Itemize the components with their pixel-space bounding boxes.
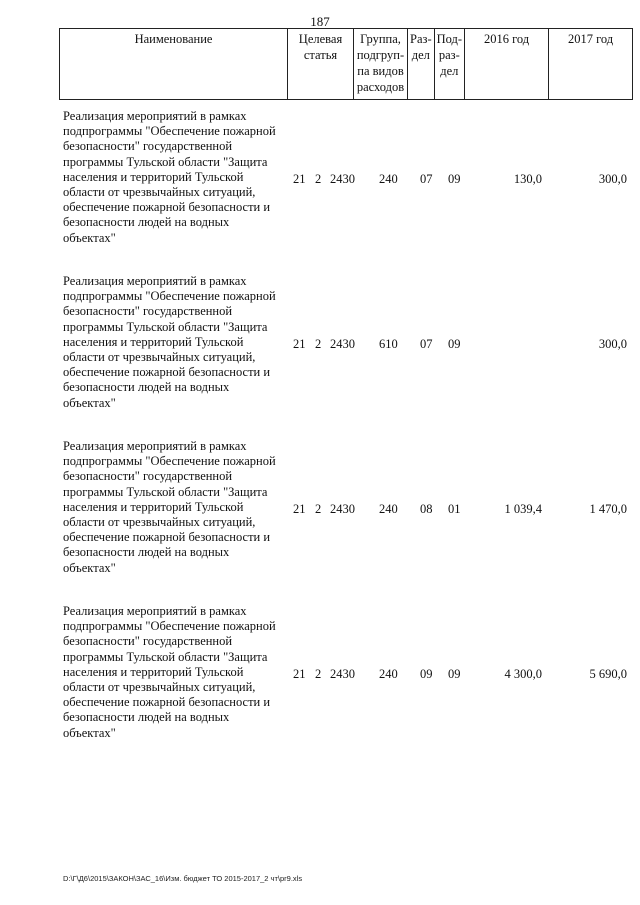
row-group: 240 — [379, 172, 398, 186]
row-code-subprogram: 2 — [315, 502, 322, 516]
header-subsection: Под-раз-дел — [434, 29, 464, 100]
row-code-program: 21 — [293, 502, 306, 516]
row-amount-2016: 4 300,0 — [504, 667, 542, 681]
file-path-footer: D:\Г\Д6\2015\ЗАКОН\ЗАС_16\Изм. бюджет ТО 2015-2017_2 чт\pr9.xls — [63, 874, 303, 883]
header-name: Наименование — [60, 29, 288, 100]
header-year-2016: 2016 год — [465, 29, 549, 100]
row-name: Реализация мероприятий в рамках подпрограммы "Обеспечение пожарной безопасности" государственной программы Тульской области "Защита населения и территорий Тульской области от чрезвычайных ситуаций, обеспечение пожарной безопасности и безопасности людей на водных объектах" — [63, 274, 276, 410]
page-number: 187 — [310, 14, 330, 29]
row-amount-2017: 1 470,0 — [589, 502, 627, 516]
row-code-direction: 2430 — [330, 172, 355, 186]
row-code-program: 21 — [293, 667, 306, 681]
row-name: Реализация мероприятий в рамках подпрограммы "Обеспечение пожарной безопасности" государственной программы Тульской области "Защита населения и территорий Тульской области от чрезвычайных ситуаций, обеспечение пожарной безопасности и безопасности людей на водных объектах" — [63, 439, 276, 575]
row-amount-2017: 5 690,0 — [589, 667, 627, 681]
row-code-subprogram: 2 — [315, 172, 322, 186]
row-subsection: 01 — [448, 502, 461, 516]
row-subsection: 09 — [448, 667, 461, 681]
row-code-subprogram: 2 — [315, 667, 322, 681]
row-code-program: 21 — [293, 337, 306, 351]
row-amount-2016: 1 039,4 — [504, 502, 542, 516]
table-header — [59, 28, 633, 100]
row-amount-2017: 300,0 — [598, 172, 627, 186]
table-row — [59, 439, 631, 604]
row-section: 07 — [420, 172, 433, 186]
header-section: Раз-дел — [408, 29, 435, 100]
row-code-subprogram: 2 — [315, 337, 322, 351]
header-target-article: Целевая статья — [288, 29, 354, 100]
row-code-direction: 2430 — [330, 337, 355, 351]
row-section: 08 — [420, 502, 433, 516]
row-section: 09 — [420, 667, 433, 681]
row-code-direction: 2430 — [330, 667, 355, 681]
table-row — [59, 109, 631, 274]
row-group: 610 — [379, 337, 398, 351]
row-code-program: 21 — [293, 172, 306, 186]
row-group: 240 — [379, 667, 398, 681]
table-row — [59, 604, 631, 769]
row-amount-2017: 300,0 — [598, 337, 627, 351]
header-year-2017: 2017 год — [549, 29, 633, 100]
table-body — [59, 109, 631, 769]
row-subsection: 09 — [448, 172, 461, 186]
row-section: 07 — [420, 337, 433, 351]
header-group: Группа, подгруп-па видов расходов — [354, 29, 408, 100]
row-name: Реализация мероприятий в рамках подпрограммы "Обеспечение пожарной безопасности" государственной программы Тульской области "Защита населения и территорий Тульской области от чрезвычайных ситуаций, обеспечение пожарной безопасности и безопасности людей на водных объектах" — [63, 604, 276, 740]
row-subsection: 09 — [448, 337, 461, 351]
row-code-direction: 2430 — [330, 502, 355, 516]
table-row — [59, 274, 631, 439]
row-group: 240 — [379, 502, 398, 516]
row-amount-2016: 130,0 — [513, 172, 542, 186]
row-name: Реализация мероприятий в рамках подпрограммы "Обеспечение пожарной безопасности" государственной программы Тульской области "Защита населения и территорий Тульской области от чрезвычайных ситуаций, обеспечение пожарной безопасности и безопасности людей на водных объектах" — [63, 109, 276, 245]
